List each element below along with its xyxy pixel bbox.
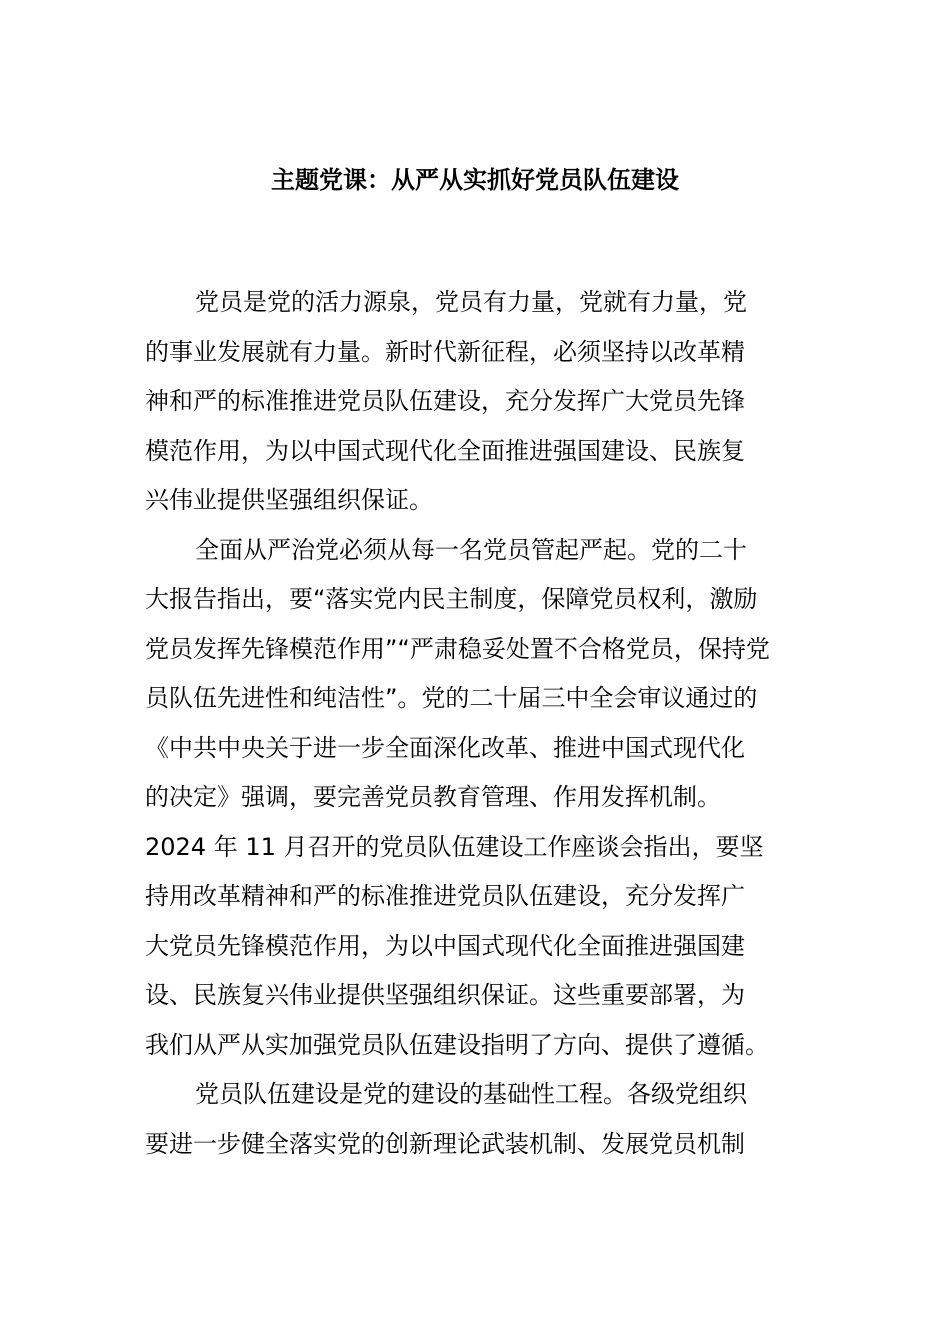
paragraph-line: 的事业发展就有力量。新时代新征程，必须坚持以改革精 bbox=[145, 337, 745, 366]
paragraph-line: 神和严的标准推进党员队伍建设，充分发挥广大党员先锋 bbox=[145, 387, 745, 415]
paragraph-line: 大党员先锋模范作用，为以中国式现代化全面推进强国建 bbox=[145, 931, 745, 960]
document-title: 主题党课：从严从实抓好党员队伍建设 bbox=[271, 166, 679, 194]
paragraph-line: 设、民族复兴伟业提供坚强组织保证。这些重要部署，为 bbox=[145, 981, 745, 1009]
paragraph-line: 大报告指出，要“落实党内民主制度，保障党员权利，激励 bbox=[145, 585, 758, 613]
paragraph-line: 兴伟业提供坚强组织保证。 bbox=[145, 486, 433, 514]
paragraph-line: 党员是党的活力源泉，党员有力量，党就有力量，党 bbox=[195, 288, 747, 316]
paragraph-line: 全面从严治党必须从每一名党员管起严起。党的二十 bbox=[195, 535, 747, 564]
paragraph-line: 持用改革精神和严的标准推进党员队伍建设，充分发挥广 bbox=[145, 882, 745, 910]
paragraph-line: 党员发挥先锋模范作用”“严肃稳妥处置不合格党员，保持党 bbox=[145, 634, 770, 663]
paragraph-line: 我们从严从实加强党员队伍建设指明了方向、提供了遵循。 bbox=[145, 1030, 769, 1059]
paragraph-line: 党员队伍建设是党的建设的基础性工程。各级党组织 bbox=[195, 1080, 747, 1108]
paragraph-line: 要进一步健全落实党的创新理论武装机制、发展党员机制 bbox=[145, 1129, 745, 1158]
paragraph-line: 《中共中央关于进一步全面深化改革、推进中国式现代化 bbox=[145, 733, 745, 762]
paragraph-line: 员队伍先进性和纯洁性”。党的二十届三中全会审议通过的 bbox=[145, 684, 758, 712]
paragraph-line: 模范作用，为以中国式现代化全面推进强国建设、民族复 bbox=[145, 436, 745, 465]
paragraph-line: 的决定》强调，要完善党员教育管理、作用发挥机制。 bbox=[145, 783, 721, 811]
paragraph-line: 2024 年 11 月召开的党员队伍建设工作座谈会指出，要坚 bbox=[145, 832, 764, 861]
document-body bbox=[145, 278, 810, 1169]
